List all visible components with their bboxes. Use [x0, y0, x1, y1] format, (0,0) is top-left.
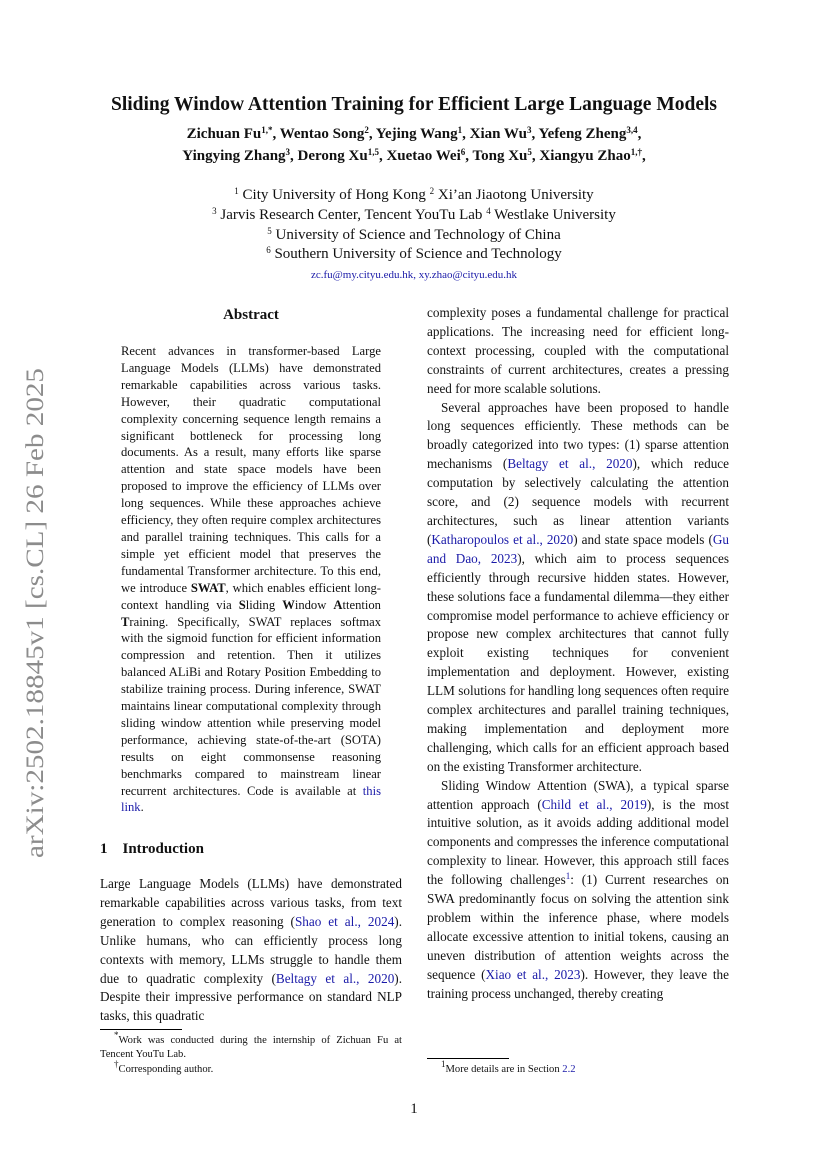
- citation-link[interactable]: Beltagy et al., 2020: [275, 970, 395, 986]
- citation-link[interactable]: Katharopoulos et al., 2020: [431, 531, 574, 547]
- right-column-body: [427, 304, 729, 1004]
- author-name: Zichuan Fu: [186, 126, 262, 142]
- author-emails[interactable]: zc.fu@my.cityu.edu.hk, xy.zhao@cityu.edu.hk: [310, 269, 518, 281]
- introduction-body: Large Language Models (LLMs) have demonstrated remarkable capabilities across various tasks, from text generation to complex reasoning (Shao et al., 2024). Unlike humans, who can efficiently process long contexts with memory, LLMs struggle to handle them due to quadratic complexity (Beltagy et al., 2020). Despite their impressive performance on standard NLP tasks, this quadratic: [100, 876, 402, 1024]
- affiliation-line-2: $^3$ Jarvis Research Center, Tencent YouTu Lab $^4$ Westlake University: [212, 206, 616, 223]
- footnote-corresponding: †Corresponding author.: [114, 1059, 214, 1075]
- author-name: Yefeng Zheng: [538, 126, 627, 142]
- section-link[interactable]: 2.2: [562, 1064, 576, 1075]
- author-sup: 2: [364, 125, 369, 135]
- footnote-details: $^1$More details are in Section 2.2: [441, 1059, 576, 1075]
- section-number: 1: [100, 841, 108, 857]
- arxiv-stamp: [10, 368, 52, 858]
- affiliation-line-3: $^5$ University of Science and Technology of China: [267, 226, 561, 243]
- author-name: Wentao Song: [279, 126, 365, 142]
- section-heading-introduction: [100, 841, 204, 858]
- author-sup: 3: [527, 125, 532, 135]
- paragraph: complexity poses a fundamental challenge for practical applications. The increasing need for efficient long-context processing, coupled with the computational constraints of current architectures, creates a pressing need for more scalable solutions.: [427, 305, 729, 396]
- author-name: Xian Wu: [469, 126, 528, 142]
- authors-line-1: Zichuan $Fu^{1,*}$, Wentao Song$^2$, Yejing Wang$^1$, Xian Wu$^3$, Yefeng Zheng$^{3,4}$,: [186, 125, 642, 142]
- author-name: Derong Xu: [297, 148, 368, 164]
- author-sup: 3: [285, 147, 291, 157]
- arxiv-stamp-text: arXiv:2502.18845v1 [cs.CL] 26 Feb 2025: [22, 437, 49, 858]
- footnote-rule-right: [427, 1058, 509, 1059]
- citation-link[interactable]: Gu and Dao, 2023: [427, 531, 729, 566]
- footnote-marker[interactable]: 1: [565, 871, 571, 882]
- section-title: Introduction: [122, 841, 204, 857]
- author-sup: 1,5: [367, 147, 379, 157]
- author-sup: 1,†: [630, 147, 642, 157]
- footnote-work: *Work was conducted during the internship of Zichuan Fu at Tencent YouTu Lab.: [100, 1030, 402, 1060]
- author-sup: 1,*: [261, 125, 273, 135]
- author-sup: 6: [460, 147, 466, 157]
- author-sup: 1: [457, 125, 463, 135]
- citation-link[interactable]: Shao et al., 2024: [294, 913, 395, 929]
- paper-title: Sliding Window Attention Training for Efficient Large Language Models: [110, 94, 717, 115]
- citation-link[interactable]: Beltagy et al., 2020: [507, 456, 633, 472]
- authors-line-2: Yingying Zhang$^3$, Derong Xu$^{1,5}$, Xuetao Wei$^6$, Tong Xu$^5$, Xiangyu Zhao$^{1,\dagger}$,: [182, 147, 646, 164]
- author-name: Tong Xu: [472, 148, 528, 164]
- citation-link[interactable]: Child et al., 2019: [541, 796, 647, 812]
- author-sup: 5: [527, 147, 532, 157]
- affiliation-line-1: $^1$ City University of Hong Kong $^2$ Xi’an Jiaotong University: [234, 186, 594, 203]
- abstract-heading: Abstract: [223, 307, 279, 323]
- author-sup: 3,4: [626, 125, 638, 135]
- author-name: Xuetao Wei: [386, 148, 461, 164]
- page-number: 1: [410, 1101, 418, 1117]
- affiliation-line-4: $^6$ Southern University of Science and Technology: [266, 245, 562, 262]
- paragraph: Sliding Window Attention (SWA), a typical sparse attention approach (Child et al., 2019), is the most intuitive solution, as it avoids adding additional model components and compresses the inference computational complexity to linear. However, this approach still faces the following challenges$^1$: (1) Current researches on SWA predominantly focus on solving the attention sink problem within the inference phase, where models allocate excessive attention to initial tokens, causing an uneven distribution of attention weights across the sequence (Xiao et al., 2023). However, they leave the training process unchanged, thereby creating: [427, 777, 730, 1001]
- author-name: Yingying Zhang: [182, 148, 286, 164]
- paragraph: Several approaches have been proposed to handle long sequences efficiently. These methods can be broadly categorized into two types: (1) sparse attention mechanisms (Beltagy et al., 2020), which reduce computation by selectively calculating the attention score, and (2) sequence models with recurrent architectures, such as linear attention variants (Katharopoulos et al., 2020) and state space models (Gu and Dao, 2023), which aim to process sequences efficiently through recursive hidden states. However, these solutions face a fundamental dilemma—they either compromise model performance to achieve efficiency or propose new complex architectures that cannot fully exploit existing techniques for convenient implementation and deployment. However, existing LLM solutions for handling long sequences often require complex architectures and parallel training techniques, making implementation and deployment more challenging, which calls for an efficient approach based on the existing Transformer architecture.: [427, 399, 729, 774]
- citation-link[interactable]: Xiao et al., 2023: [485, 966, 581, 982]
- author-name: Yejing Wang: [375, 126, 458, 142]
- author-name: Xiangyu Zhao: [539, 148, 631, 164]
- footnote-rule-left: [100, 1029, 182, 1030]
- code-link[interactable]: this link: [121, 783, 381, 815]
- abstract-body: Recent advances in transformer-based Large Language Models (LLMs) have demonstrated remarkable capabilities across various tasks. However, their quadratic computational complexity concerning sequence length remains a significant bottleneck for processing long documents. As a result, many efforts like sparse attention and state space models have been proposed to improve the efficiency of LLMs over long sequences. While these approaches achieve efficiency, they often require complex architectures and parallel training techniques. This calls for a simple yet efficient model that preserves the fundamental Transformer architecture. To this end, we introduce SWAT, which enables efficient long-context handling via Sliding Window Attention Training. Specifically, SWAT replaces softmax with the sigmoid function for efficient information compression and retention. Then it utilizes balanced ALiBi and Rotary Position Embedding to stabilize training process. During inference, SWAT maintains linear computational complexity through sliding window attention while preserving model performance, achieving state-of-the-art (SOTA) results on eight commonsense reasoning benchmarks compared to mainstream linear recurrent architectures. Code is available at this link.: [121, 344, 381, 815]
